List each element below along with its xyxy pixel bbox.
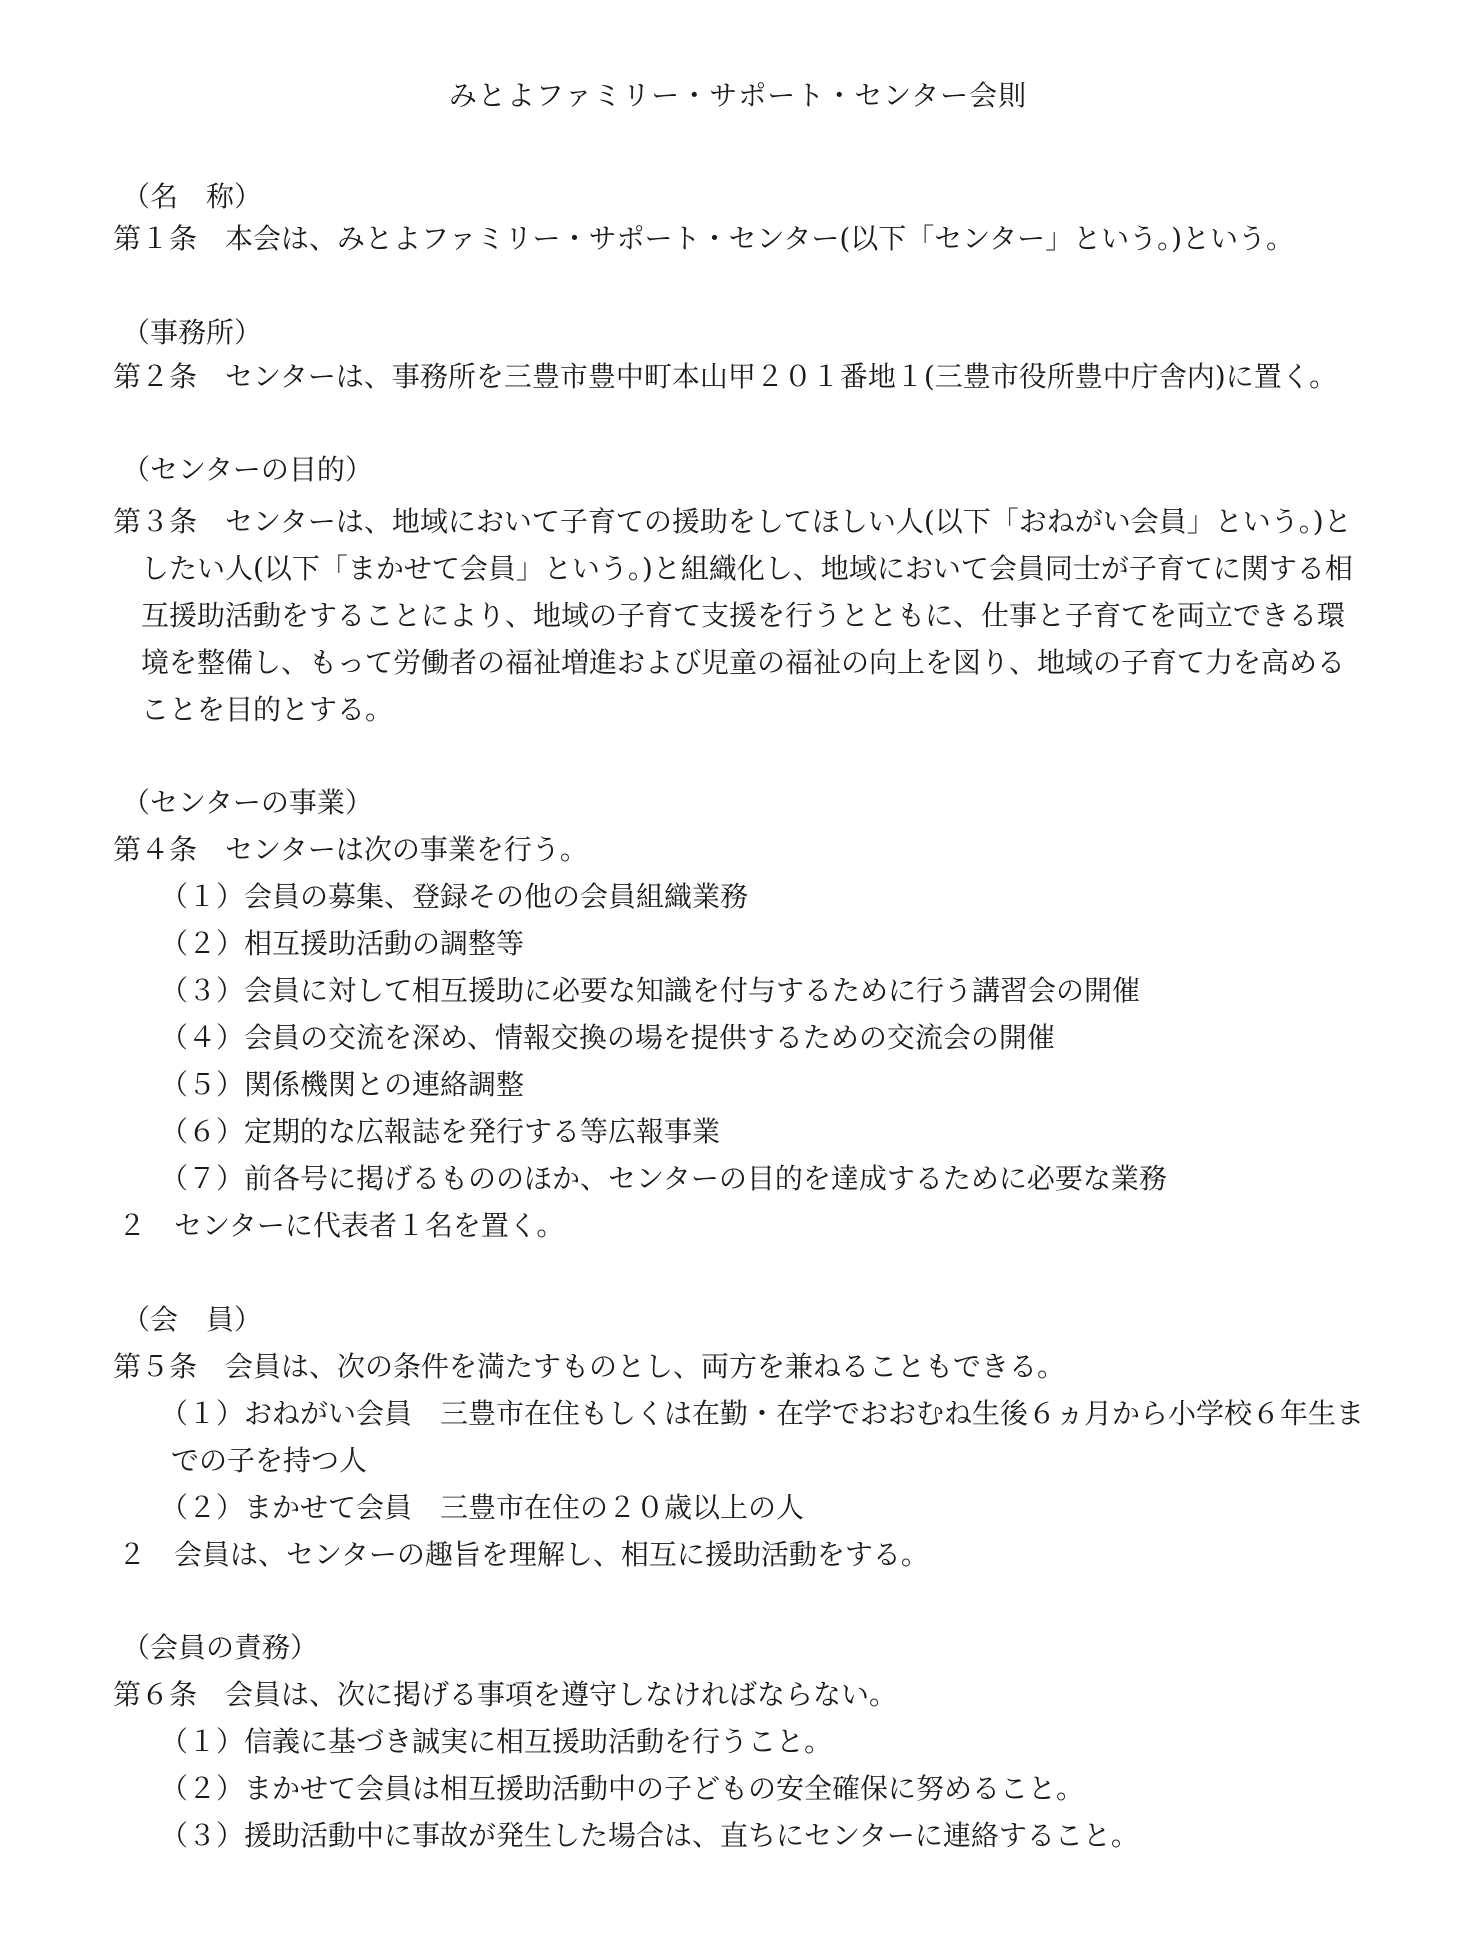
article-5-item: （１）おねがい会員 三豊市在住もしくは在勤・在学でおおむね生後６ヵ月から小学校６年生ま xyxy=(160,1397,1365,1430)
article-4-paragraph-2: ２ センターに代表者１名を置く。 xyxy=(118,1209,565,1242)
article-3-text-cont: ことを目的とする。 xyxy=(141,693,394,726)
article-5-item: （２）まかせて会員 三豊市在住の２０歳以上の人 xyxy=(160,1491,805,1524)
article-5-item-cont: での子を持つ人 xyxy=(171,1444,368,1477)
article-2-heading: （事務所） xyxy=(122,316,263,349)
article-6-text: 第６条 会員は、次に掲げる事項を遵守しなければならない。 xyxy=(113,1678,898,1711)
article-3-text-cont: 境を整備し、もって労働者の福祉増進および児童の福祉の向上を図り、地域の子育て力を高める xyxy=(141,646,1346,679)
article-2-text: 第２条 センターは、事務所を三豊市豊中町本山甲２０１番地１(三豊市役所豊中庁舎内)に置く。 xyxy=(113,360,1338,393)
article-5-text: 第５条 会員は、次の条件を満たすものとし、両方を兼ねることもできる。 xyxy=(113,1350,1066,1383)
article-4-item: （３）会員に対して相互援助に必要な知識を付与するために行う講習会の開催 xyxy=(160,974,1141,1007)
article-4-text: 第４条 センターは次の事業を行う。 xyxy=(113,833,588,866)
article-6-heading: （会員の責務） xyxy=(122,1631,319,1664)
article-3-text: 第３条 センターは、地域において子育ての援助をしてほしい人(以下「おねがい会員」という。)と xyxy=(113,505,1352,538)
article-3-text-cont: 互援助活動をすることにより、地域の子育て支援を行うとともに、仕事と子育てを両立できる環 xyxy=(141,599,1346,632)
article-4-item: （１）会員の募集、登録その他の会員組織業務 xyxy=(160,880,749,913)
article-4-item: （７）前各号に掲げるもののほか、センターの目的を達成するために必要な業務 xyxy=(160,1162,1167,1195)
article-3-heading: （センターの目的） xyxy=(122,453,373,486)
article-1-heading: （名 称） xyxy=(122,180,263,213)
article-1-text: 第１条 本会は、みとよファミリー・サポート・センター(以下「センター」という。)という。 xyxy=(113,222,1295,255)
article-4-item: （５）関係機関との連絡調整 xyxy=(160,1068,525,1101)
document-title: みとよファミリー・サポート・センター会則 xyxy=(448,79,1028,112)
article-4-heading: （センターの事業） xyxy=(122,786,373,819)
article-6-item: （３）援助活動中に事故が発生した場合は、直ちにセンターに連絡すること。 xyxy=(160,1819,1139,1852)
article-4-item: （４）会員の交流を深め、情報交換の場を提供するための交流会の開催 xyxy=(160,1021,1055,1054)
article-6-item: （１）信義に基づき誠実に相互援助活動を行うこと。 xyxy=(160,1725,833,1758)
article-3-text-cont: したい人(以下「まかせて会員」という。)と組織化し、地域において会員同士が子育てに関する相 xyxy=(141,552,1353,585)
article-4-item: （２）相互援助活動の調整等 xyxy=(160,927,525,960)
article-5-heading: （会 員） xyxy=(122,1303,263,1336)
article-4-item: （６）定期的な広報誌を発行する等広報事業 xyxy=(160,1115,721,1148)
article-6-item: （２）まかせて会員は相互援助活動中の子どもの安全確保に努めること。 xyxy=(160,1772,1085,1805)
article-5-paragraph-2: ２ 会員は、センターの趣旨を理解し、相互に援助活動をする。 xyxy=(118,1538,929,1571)
